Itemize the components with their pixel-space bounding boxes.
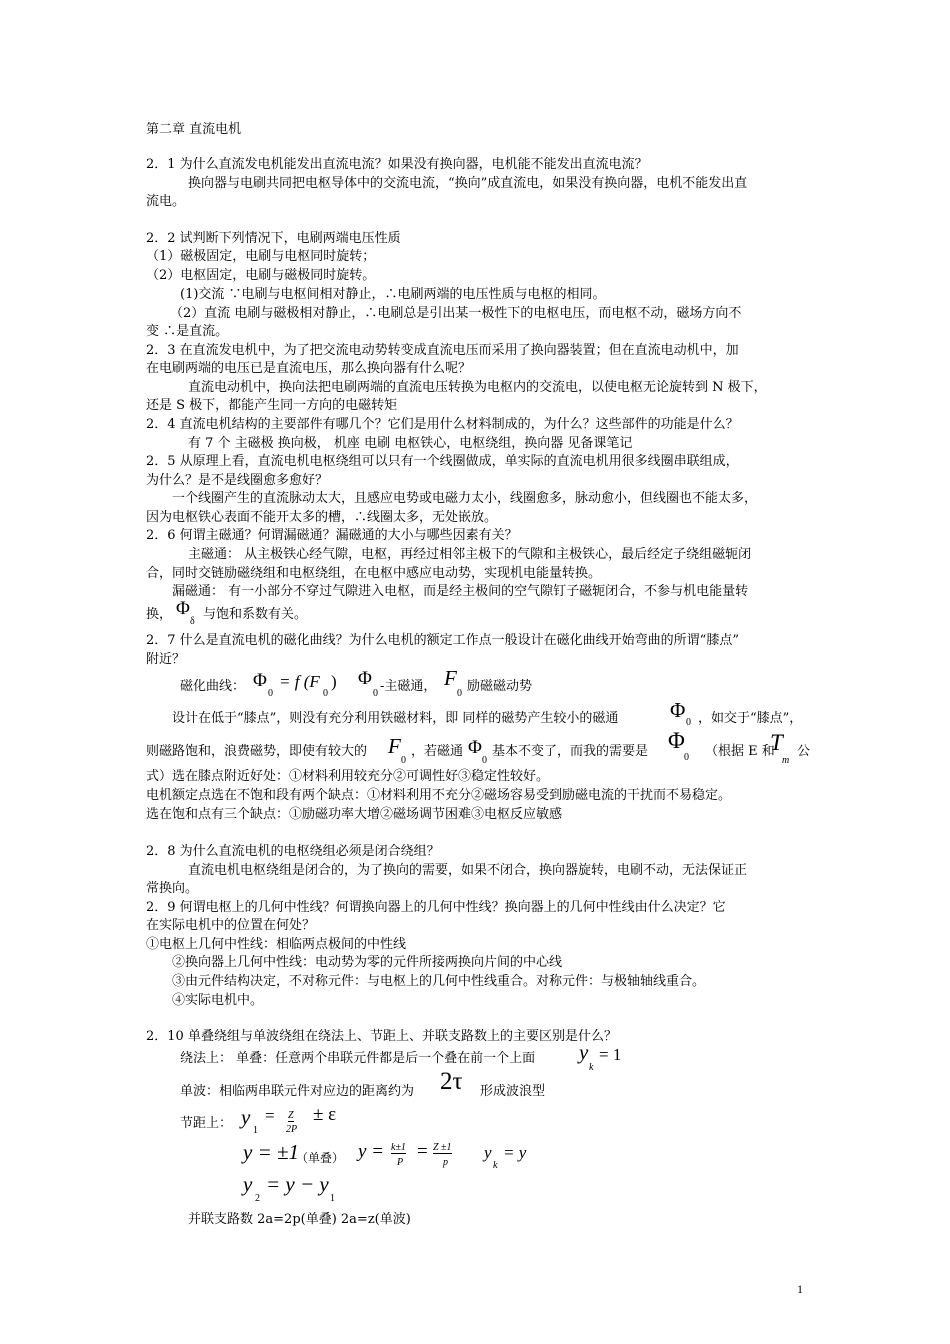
y-pm1: y = ±1 bbox=[243, 1140, 300, 1164]
curve-equation: = f (F bbox=[279, 672, 320, 691]
answer-line: 直流电动机中，换向法把电刷两端的直流电压转换为电枢内的交流电，以使电枢无论旋转到 N 极下， bbox=[188, 380, 767, 395]
answer-line: 基本不变了，而我的需要是 bbox=[492, 744, 649, 759]
F0-symbol: F bbox=[388, 734, 401, 758]
y1-symbol: y bbox=[241, 1105, 251, 1129]
frac-denominator: P bbox=[397, 1157, 404, 1168]
answer-line: 设计在低于“膝点”，则没有充分利用铁磁材料，即 同样的磁势产生较小的磁通 bbox=[172, 711, 619, 726]
y2-symbol: y bbox=[243, 1172, 253, 1196]
equals: = bbox=[417, 1141, 428, 1162]
q-2-6: 2．6 何谓主磁通？何谓漏磁通？漏磁通的大小与哪些因素有关？ bbox=[146, 528, 518, 543]
answer-line: 公 bbox=[797, 744, 811, 759]
equation: = 1 bbox=[599, 1045, 622, 1064]
answer-line: -主磁通， bbox=[380, 679, 437, 694]
answer-line: ，若磁通 bbox=[411, 744, 464, 759]
y-equals: y = bbox=[358, 1141, 385, 1162]
answer-line: 励磁磁动势 bbox=[467, 679, 533, 694]
q-2-9: 2．9 何谓电枢上的几何中性线？何谓换向器上的几何中性线？换向器上的几何中性线由什么决定？它 bbox=[146, 900, 726, 915]
answer-line: 合，同时交链励磁绕组和电枢绕组，在电枢中感应电动势，实现机电能量转换。 bbox=[146, 566, 602, 581]
answer-line: 因为电枢铁心表面不能开太多的槽，∴线圈太多，无处嵌放。 bbox=[146, 510, 498, 525]
answer-line: 式）选在膝点附近好处：①材料利用较充分②可调性好③稳定性较好。 bbox=[146, 769, 550, 784]
answer-line: 流电。 bbox=[146, 194, 186, 209]
q-2-1: 2．1 为什么直流发电机能发出直流电流？如果没有换向器，电机能不能发出直流电流？ bbox=[146, 157, 648, 172]
answer-line: 选在饱和点有三个缺点：①励磁功率大增②磁场调节困难③电枢反应敏感 bbox=[146, 807, 563, 822]
answer-line: 电机额定点选在不饱和段有两个缺点：①材料利用不充分②磁场容易受到励磁电流的干扰而不易稳定。 bbox=[146, 788, 732, 803]
two-tau: 2τ bbox=[440, 1068, 463, 1095]
answer-line: ，如交于“膝点”， bbox=[698, 711, 803, 726]
chapter-title: 第二章 直流电机 bbox=[146, 122, 242, 137]
frac-denominator: p bbox=[443, 1157, 448, 1168]
answer-line: （2）电枢固定，电刷与磁极同时旋转。 bbox=[146, 268, 376, 283]
pm-epsilon: ± ε bbox=[313, 1104, 337, 1125]
delta-subscript: δ bbox=[190, 616, 195, 627]
answer-line: （1）磁极固定，电刷与电枢同时旋转； bbox=[146, 249, 376, 264]
answer-line: ②换向器上几何中性线：电动势为零的元件所接两换向片间的中心线 bbox=[172, 955, 563, 970]
phi0-symbol: Φ bbox=[468, 737, 482, 758]
phi0-symbol: Φ bbox=[253, 670, 267, 691]
q-2-2: 2．2 试判断下列情况下，电刷两端电压性质 bbox=[146, 231, 401, 246]
subscript: 0 bbox=[482, 755, 487, 766]
yk-symbol: y bbox=[579, 1040, 589, 1064]
subscript: 0 bbox=[457, 688, 462, 699]
answer-line: 直流电机电枢绕组是闭合的，为了换向的需要，如果不闭合，换向器旋转，电刷不动，无法保证正 bbox=[188, 863, 748, 878]
subscript: 1 bbox=[330, 1193, 335, 1204]
answer-line: ④实际电机中。 bbox=[172, 993, 264, 1008]
answer-line: 主磁通： 从主极铁心经气隙，电枢，再经过相邻主极下的气隙和主极铁心，最后经定子绕组磁轭闭 bbox=[188, 547, 752, 562]
subscript: 0 bbox=[684, 752, 689, 763]
yk-symbol: y bbox=[484, 1143, 492, 1162]
equation: = y − y bbox=[266, 1172, 329, 1196]
answer-line: ①电枢上几何中性线：相临两点极间的中性线 bbox=[146, 937, 407, 952]
q-2-7: 2．7 什么是直流电机的磁化曲线？为什么电机的额定工作点一般设计在磁化曲线开始弯曲的所谓“膝点” bbox=[146, 633, 739, 648]
q-line: 在实际电机中的位置在何处？ bbox=[146, 918, 316, 933]
answer-line: (1)交流 ∵电刷与电枢间相对静止，∴电刷两端的电压性质与电枢的相同。 bbox=[180, 287, 606, 302]
equation: = y bbox=[503, 1143, 527, 1162]
q-line: 在电刷两端的电压已是直流电压，那么换向器有什么呢？ bbox=[146, 361, 472, 376]
subscript: 2 bbox=[255, 1193, 260, 1204]
phi0-symbol: Φ bbox=[670, 698, 686, 722]
page-number: 1 bbox=[797, 1282, 803, 1296]
answer-line: 与饱和系数有关。 bbox=[203, 607, 308, 622]
phi-delta-symbol: Φ bbox=[176, 598, 190, 619]
q-line: 为什么？是不是线圈愈多愈好？ bbox=[146, 473, 329, 488]
subscript: 0 bbox=[401, 755, 406, 766]
answer-line: （2）直流 电刷与磁极相对静止，∴电刷总是引出某一极性下的电枢电压，而电枢不动，磁场方向不 bbox=[170, 306, 742, 321]
subscript: 0 bbox=[323, 688, 328, 699]
curve-close: ) bbox=[331, 672, 337, 691]
subscript: k bbox=[589, 1062, 594, 1073]
answer-line: 并联支路数 2a=2p(单叠) 2a=z(单波) bbox=[188, 1212, 411, 1227]
phi0-symbol: Φ bbox=[668, 728, 685, 753]
F0-symbol: F bbox=[444, 666, 457, 690]
answer-line: 有 7 个 主磁极 换向极， 机座 电刷 电枢铁心，电枢绕组，换向器 见备课笔记 bbox=[188, 436, 633, 451]
q-2-8: 2．8 为什么直流电机的电枢绕组必须是闭合绕组？ bbox=[146, 844, 440, 859]
frac-numerator: Z ±1 bbox=[433, 1142, 452, 1153]
subscript: 1 bbox=[253, 1125, 258, 1136]
subscript: m bbox=[782, 755, 790, 766]
answer-line: 换向器与电刷共同把电枢导体中的交流电流，“换向”成直流电，如果没有换向器，电机不能发出直 bbox=[188, 176, 748, 191]
subscript: 0 bbox=[268, 688, 273, 699]
answer-line: 节距上： bbox=[180, 1116, 233, 1131]
answer-line: 换， bbox=[146, 607, 173, 622]
answer-line: 变 ∴是直流。 bbox=[146, 324, 229, 339]
answer-line: 漏磁通： 有一小部分不穿过气隙进入电枢，而是经主极间的空气隙钉子磁轭闭合，不参与机电能量转 bbox=[172, 584, 749, 599]
Tm-symbol: T bbox=[770, 730, 783, 755]
q-2-10: 2．10 单叠绕组与单波绕组在绕法上、节距上、并联支路数上的主要区别是什么？ bbox=[146, 1029, 617, 1044]
answer-line: 则磁路饱和，浪费磁势，即使有较大的 bbox=[146, 744, 368, 759]
subscript: 0 bbox=[686, 717, 691, 728]
q-2-3: 2．3 在直流发电机中，为了把交流电动势转变成直流电压而采用了换向器装置；但在直流电动机中，加 bbox=[146, 343, 739, 358]
subscript: 0 bbox=[373, 688, 378, 699]
answer-line: ③由元件结构决定，不对称元件：与电枢上的几何中性线重合。对称元件：与极轴轴线重合。 bbox=[172, 974, 706, 989]
answer-line: （根据 E 和 bbox=[705, 744, 775, 759]
answer-line: 绕法上： 单叠：任意两个串联元件都是后一个叠在前一个上面 bbox=[180, 1051, 536, 1066]
frac-numerator: k±1 bbox=[391, 1142, 406, 1153]
answer-line: 形成波浪型 bbox=[480, 1084, 546, 1099]
frac-denominator: 2P bbox=[286, 1124, 298, 1135]
equation: = bbox=[265, 1106, 275, 1125]
q-line: 附近？ bbox=[146, 652, 186, 667]
answer-line: 常换向。 bbox=[146, 881, 199, 896]
q-2-4: 2．4 直流电机结构的主要部件有哪几个？它们是用什么材料制成的，为什么？这些部件的功能是什么？ bbox=[146, 417, 739, 432]
answer-line: 单波：相临两串联元件对应边的距离约为 bbox=[180, 1084, 415, 1099]
phi0-symbol: Φ bbox=[358, 668, 372, 689]
answer-line: （单叠） bbox=[296, 1151, 345, 1165]
answer-line: 磁化曲线： bbox=[180, 679, 246, 694]
subscript: k bbox=[493, 1160, 498, 1171]
answer-line: 一个线圈产生的直流脉动太大，且感应电势或电磁力太小，线圈愈多，脉动愈小，但线圈也不能太多， bbox=[172, 491, 758, 506]
q-2-5: 2．5 从原理上看，直流电机电枢绕组可以只有一个线圈做成，单实际的直流电机用很多线圈串联组成， bbox=[146, 454, 739, 469]
answer-line: 还是 S 极下，都能产生同一方向的电磁转矩 bbox=[146, 398, 398, 413]
frac-numerator: Z bbox=[288, 1110, 294, 1121]
